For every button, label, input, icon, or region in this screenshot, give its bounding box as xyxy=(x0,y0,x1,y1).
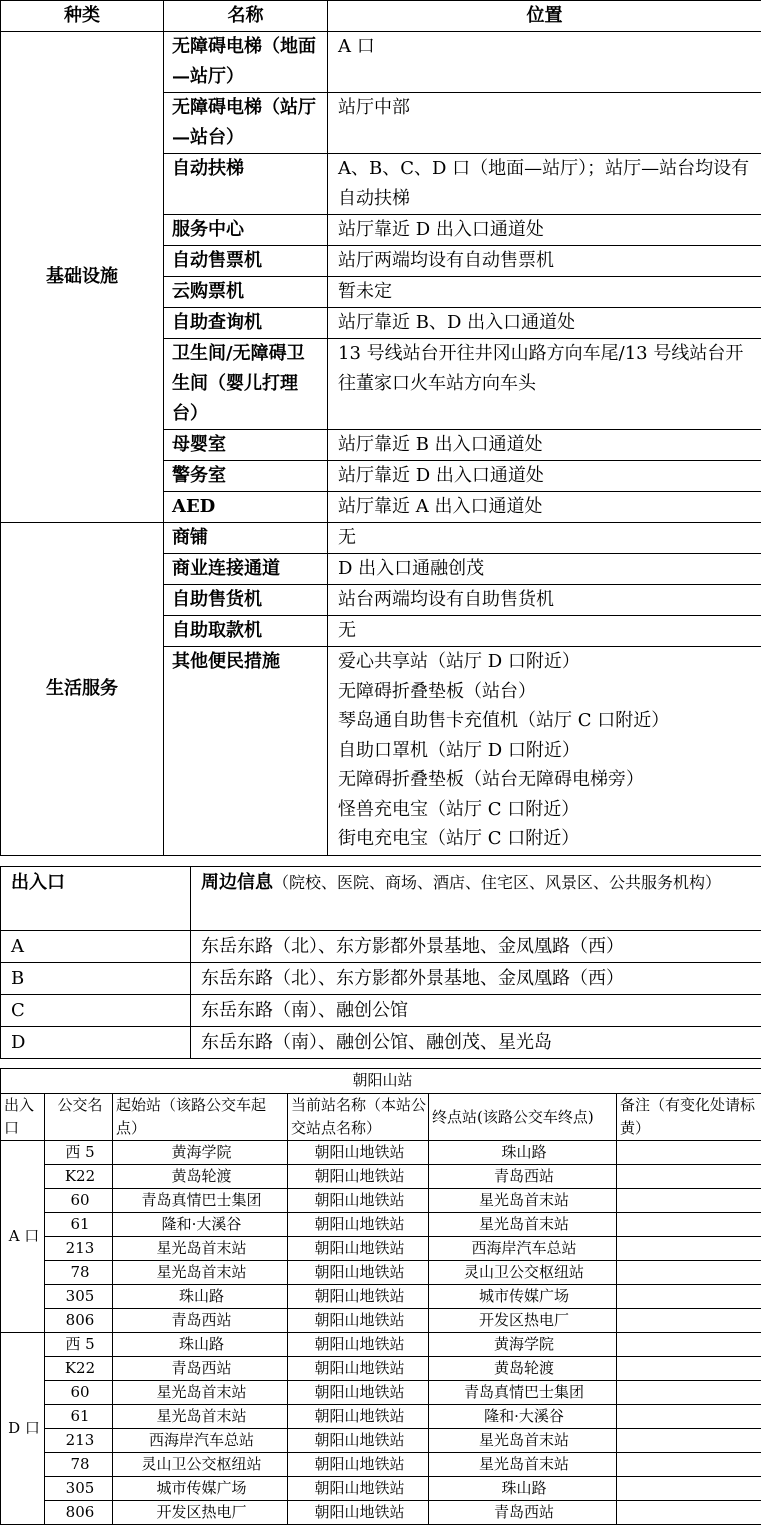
bus-cell-note xyxy=(617,1261,761,1285)
facility-name: 自动售票机 xyxy=(164,246,328,277)
surroundings-table xyxy=(0,866,761,1059)
exit-info: 东岳东路（南）、融创公馆 xyxy=(191,995,761,1027)
service-location: 站台两端均设有自助售货机 xyxy=(328,585,761,616)
bus-row xyxy=(1,1213,761,1237)
bus-exit-group: D 口 xyxy=(1,1333,45,1525)
bus-cell-note xyxy=(617,1405,761,1429)
facility-name: 无障碍电梯（地面—站厅） xyxy=(164,32,328,93)
header-info-sub: （院校、医院、商场、酒店、住宅区、风景区、公共服务机构） xyxy=(273,873,721,892)
bus-cell-bus: 西 5 xyxy=(45,1333,113,1357)
bus-header-note: 备注（有变化处请标黄） xyxy=(617,1094,761,1141)
service-row xyxy=(1,523,761,554)
facility-name: 警务室 xyxy=(164,461,328,492)
surroundings-row xyxy=(1,931,761,963)
surroundings-row xyxy=(1,995,761,1027)
bus-cell-bus: 305 xyxy=(45,1285,113,1309)
bus-cell-end: 珠山路 xyxy=(429,1477,617,1501)
bus-cell-current: 朝阳山地铁站 xyxy=(288,1357,429,1381)
bus-cell-end: 星光岛首末站 xyxy=(429,1213,617,1237)
facility-location: A、B、C、D 口（地面—站厅）；站厅—站台均设有自动扶梯 xyxy=(328,154,761,215)
bus-row xyxy=(1,1429,761,1453)
bus-row xyxy=(1,1165,761,1189)
service-name: 自助售货机 xyxy=(164,585,328,616)
bus-cell-start: 青岛西站 xyxy=(113,1309,288,1333)
service-other-list xyxy=(328,647,761,856)
facility-row xyxy=(1,32,761,93)
bus-cell-bus: 305 xyxy=(45,1477,113,1501)
bus-cell-end: 星光岛首末站 xyxy=(429,1429,617,1453)
facility-location: A 口 xyxy=(328,32,761,93)
bus-cell-current: 朝阳山地铁站 xyxy=(288,1237,429,1261)
bus-cell-start: 珠山路 xyxy=(113,1285,288,1309)
bus-header-name: 公交名 xyxy=(45,1094,113,1141)
facility-name: 无障碍电梯（站厅—站台） xyxy=(164,93,328,154)
service-location: 无 xyxy=(328,616,761,647)
bus-cell-current: 朝阳山地铁站 xyxy=(288,1477,429,1501)
bus-cell-bus: 60 xyxy=(45,1381,113,1405)
bus-cell-note xyxy=(617,1333,761,1357)
bus-row xyxy=(1,1285,761,1309)
bus-row xyxy=(1,1405,761,1429)
bus-cell-note xyxy=(617,1381,761,1405)
bus-cell-note xyxy=(617,1453,761,1477)
bus-cell-start: 星光岛首末站 xyxy=(113,1381,288,1405)
other-item: 爱心共享站（站厅 D 口附近） xyxy=(338,647,755,677)
header-location: 位置 xyxy=(328,1,761,32)
bus-cell-start: 城市传媒广场 xyxy=(113,1477,288,1501)
exit-info: 东岳东路（南）、融创公馆、融创茂、星光岛 xyxy=(191,1027,761,1059)
bus-cell-note xyxy=(617,1501,761,1525)
bus-cell-current: 朝阳山地铁站 xyxy=(288,1141,429,1165)
bus-row xyxy=(1,1189,761,1213)
header-info-title: 周边信息 xyxy=(201,872,273,893)
bus-cell-current: 朝阳山地铁站 xyxy=(288,1213,429,1237)
bus-cell-end: 星光岛首末站 xyxy=(429,1189,617,1213)
bus-cell-end: 开发区热电厂 xyxy=(429,1309,617,1333)
facility-location: 站厅中部 xyxy=(328,93,761,154)
bus-header-exit: 出入口 xyxy=(1,1094,45,1141)
bus-cell-current: 朝阳山地铁站 xyxy=(288,1429,429,1453)
bus-cell-current: 朝阳山地铁站 xyxy=(288,1405,429,1429)
bus-cell-start: 隆和·大溪谷 xyxy=(113,1213,288,1237)
facility-location: 站厅靠近 D 出入口通道处 xyxy=(328,215,761,246)
exit-label: B xyxy=(1,963,191,995)
bus-cell-note xyxy=(617,1213,761,1237)
bus-cell-bus: 806 xyxy=(45,1309,113,1333)
bus-header-end: 终点站(该路公交车终点) xyxy=(429,1094,617,1141)
facility-location: 13 号线站台开往井冈山路方向车尾/13 号线站台开往董家口火车站方向车头 xyxy=(328,339,761,430)
service-name: 自助取款机 xyxy=(164,616,328,647)
bus-cell-current: 朝阳山地铁站 xyxy=(288,1261,429,1285)
exit-label: A xyxy=(1,931,191,963)
bus-cell-note xyxy=(617,1285,761,1309)
exit-info: 东岳东路（北）、东方影都外景基地、金凤凰路（西） xyxy=(191,963,761,995)
bus-cell-current: 朝阳山地铁站 xyxy=(288,1333,429,1357)
bus-cell-note xyxy=(617,1237,761,1261)
bus-cell-start: 黄海学院 xyxy=(113,1141,288,1165)
bus-cell-note xyxy=(617,1477,761,1501)
bus-cell-note xyxy=(617,1357,761,1381)
bus-cell-bus: 806 xyxy=(45,1501,113,1525)
facility-location: 站厅靠近 D 出入口通道处 xyxy=(328,461,761,492)
surroundings-row xyxy=(1,963,761,995)
bus-cell-end: 黄岛轮渡 xyxy=(429,1357,617,1381)
bus-row xyxy=(1,1333,761,1357)
header-exit: 出入口 xyxy=(1,867,191,931)
facilities-header-row xyxy=(1,1,761,32)
bus-title-row xyxy=(1,1069,761,1094)
bus-row xyxy=(1,1309,761,1333)
bus-cell-start: 青岛西站 xyxy=(113,1357,288,1381)
bus-row xyxy=(1,1357,761,1381)
exit-info: 东岳东路（北）、东方影都外景基地、金凤凰路（西） xyxy=(191,931,761,963)
facility-location: 站厅靠近 A 出入口通道处 xyxy=(328,492,761,523)
bus-cell-note xyxy=(617,1429,761,1453)
facility-name: 母婴室 xyxy=(164,430,328,461)
facility-name: 自动扶梯 xyxy=(164,154,328,215)
bus-station-title: 朝阳山站 xyxy=(1,1069,761,1094)
bus-cell-end: 城市传媒广场 xyxy=(429,1285,617,1309)
bus-cell-start: 灵山卫公交枢纽站 xyxy=(113,1453,288,1477)
surroundings-header-row xyxy=(1,867,761,931)
other-item: 无障碍折叠垫板（站台） xyxy=(338,677,755,707)
other-item: 街电充电宝（站厅 C 口附近） xyxy=(338,824,755,854)
bus-cell-end: 星光岛首末站 xyxy=(429,1453,617,1477)
bus-row xyxy=(1,1501,761,1525)
bus-row xyxy=(1,1141,761,1165)
bus-cell-bus: 60 xyxy=(45,1189,113,1213)
service-name: 商铺 xyxy=(164,523,328,554)
facility-location: 站厅靠近 B、D 出入口通道处 xyxy=(328,308,761,339)
bus-row xyxy=(1,1453,761,1477)
facility-location: 站厅靠近 B 出入口通道处 xyxy=(328,430,761,461)
bus-cell-note xyxy=(617,1189,761,1213)
bus-cell-end: 珠山路 xyxy=(429,1141,617,1165)
bus-cell-end: 青岛西站 xyxy=(429,1165,617,1189)
bus-cell-bus: 78 xyxy=(45,1453,113,1477)
bus-cell-current: 朝阳山地铁站 xyxy=(288,1501,429,1525)
bus-cell-bus: K22 xyxy=(45,1357,113,1381)
bus-cell-start: 星光岛首末站 xyxy=(113,1261,288,1285)
bus-header-current: 当前站名称（本站公交站点名称） xyxy=(288,1094,429,1141)
exit-label: C xyxy=(1,995,191,1027)
bus-header-row xyxy=(1,1094,761,1141)
bus-cell-end: 青岛真情巴士集团 xyxy=(429,1381,617,1405)
bus-cell-end: 青岛西站 xyxy=(429,1501,617,1525)
bus-cell-current: 朝阳山地铁站 xyxy=(288,1453,429,1477)
bus-cell-current: 朝阳山地铁站 xyxy=(288,1285,429,1309)
service-name-other: 其他便民措施 xyxy=(164,647,328,856)
bus-cell-note xyxy=(617,1165,761,1189)
service-name: 商业连接通道 xyxy=(164,554,328,585)
category-life: 生活服务 xyxy=(1,523,164,856)
other-item: 无障碍折叠垫板（站台无障碍电梯旁） xyxy=(338,765,755,795)
bus-cell-end: 西海岸汽车总站 xyxy=(429,1237,617,1261)
header-name: 名称 xyxy=(164,1,328,32)
surroundings-row xyxy=(1,1027,761,1059)
bus-row xyxy=(1,1477,761,1501)
facility-name: 卫生间/无障碍卫生间（婴儿打理台） xyxy=(164,339,328,430)
bus-cell-note xyxy=(617,1309,761,1333)
bus-row xyxy=(1,1381,761,1405)
facility-name: 云购票机 xyxy=(164,277,328,308)
bus-cell-start: 西海岸汽车总站 xyxy=(113,1429,288,1453)
bus-cell-start: 珠山路 xyxy=(113,1333,288,1357)
bus-cell-end: 隆和·大溪谷 xyxy=(429,1405,617,1429)
bus-cell-current: 朝阳山地铁站 xyxy=(288,1309,429,1333)
bus-row xyxy=(1,1237,761,1261)
exit-label: D xyxy=(1,1027,191,1059)
bus-cell-bus: 78 xyxy=(45,1261,113,1285)
bus-cell-bus: 61 xyxy=(45,1213,113,1237)
bus-cell-end: 黄海学院 xyxy=(429,1333,617,1357)
category-basic: 基础设施 xyxy=(1,32,164,523)
bus-cell-bus: 61 xyxy=(45,1405,113,1429)
other-item: 怪兽充电宝（站厅 C 口附近） xyxy=(338,795,755,825)
bus-table xyxy=(0,1068,761,1525)
other-item: 琴岛通自助售卡充值机（站厅 C 口附近） xyxy=(338,706,755,736)
service-location: D 出入口通融创茂 xyxy=(328,554,761,585)
bus-cell-end: 灵山卫公交枢纽站 xyxy=(429,1261,617,1285)
bus-cell-bus: 西 5 xyxy=(45,1141,113,1165)
facility-location: 暂未定 xyxy=(328,277,761,308)
bus-cell-start: 星光岛首末站 xyxy=(113,1405,288,1429)
bus-body xyxy=(1,1141,761,1525)
bus-cell-note xyxy=(617,1141,761,1165)
bus-cell-bus: 213 xyxy=(45,1237,113,1261)
bus-cell-bus: 213 xyxy=(45,1429,113,1453)
bus-cell-start: 青岛真情巴士集团 xyxy=(113,1189,288,1213)
bus-cell-current: 朝阳山地铁站 xyxy=(288,1189,429,1213)
bus-cell-start: 黄岛轮渡 xyxy=(113,1165,288,1189)
bus-header-start: 起始站（该路公交车起点） xyxy=(113,1094,288,1141)
facility-name: AED xyxy=(164,492,328,523)
bus-cell-current: 朝阳山地铁站 xyxy=(288,1165,429,1189)
header-category: 种类 xyxy=(1,1,164,32)
other-item: 自助口罩机（站厅 D 口附近） xyxy=(338,736,755,766)
bus-cell-current: 朝阳山地铁站 xyxy=(288,1381,429,1405)
bus-row xyxy=(1,1261,761,1285)
header-info xyxy=(191,867,761,931)
bus-cell-bus: K22 xyxy=(45,1165,113,1189)
facility-name: 服务中心 xyxy=(164,215,328,246)
bus-exit-group: A 口 xyxy=(1,1141,45,1333)
service-location: 无 xyxy=(328,523,761,554)
bus-cell-start: 星光岛首末站 xyxy=(113,1237,288,1261)
facility-location: 站厅两端均设有自动售票机 xyxy=(328,246,761,277)
bus-cell-start: 开发区热电厂 xyxy=(113,1501,288,1525)
facility-name: 自助查询机 xyxy=(164,308,328,339)
